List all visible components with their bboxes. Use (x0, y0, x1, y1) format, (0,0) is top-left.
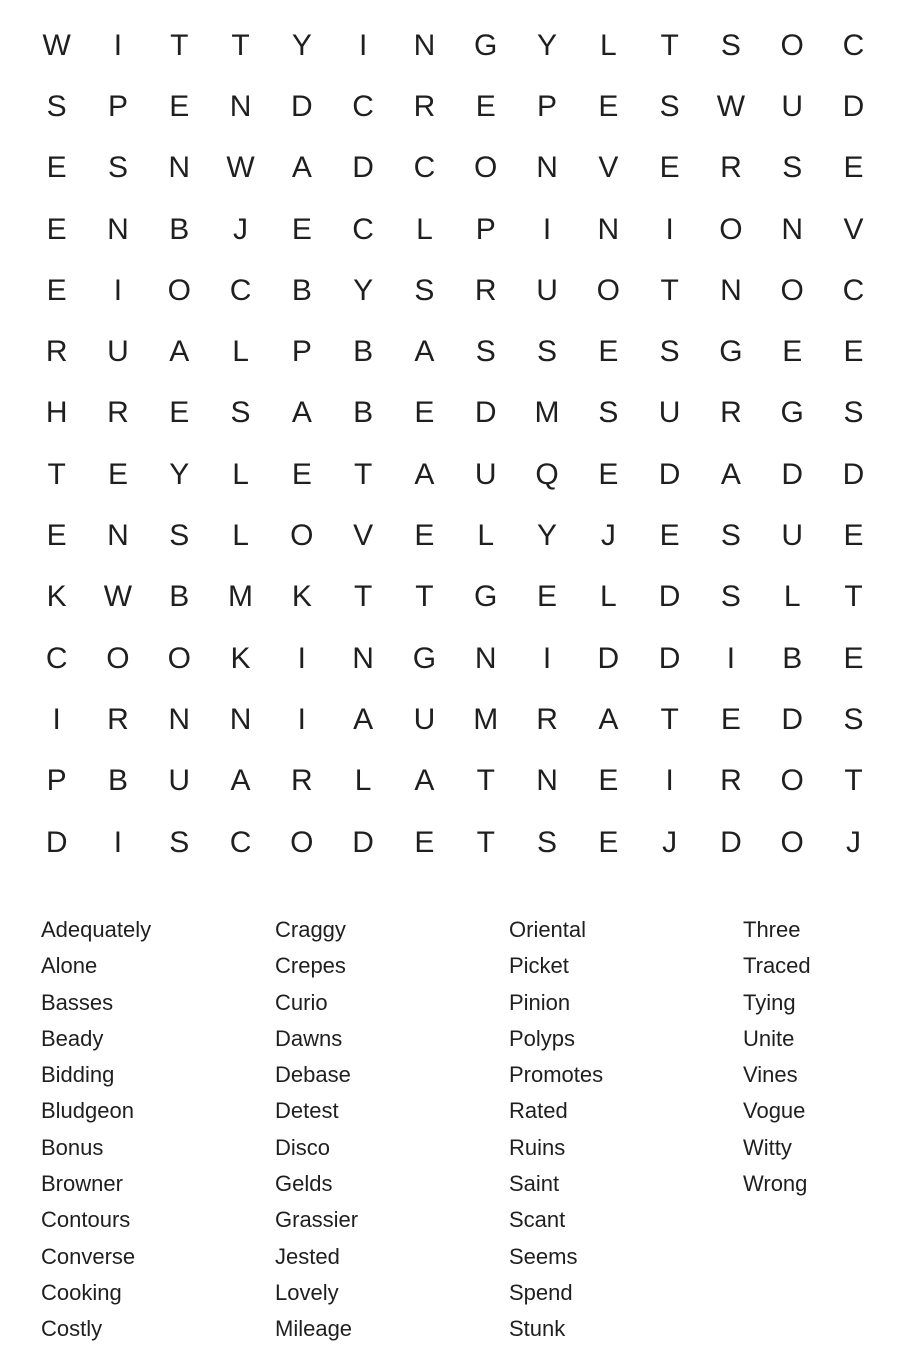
grid-cell[interactable]: E (169, 396, 190, 430)
grid-cell[interactable]: S (475, 335, 496, 369)
grid-cell[interactable]: B (291, 273, 312, 307)
grid-cell[interactable]: S (598, 396, 619, 430)
grid-cell[interactable]: E (46, 151, 67, 185)
grid-cell[interactable]: R (474, 273, 497, 307)
word-list-item: Converse (41, 1243, 136, 1269)
grid-cell[interactable]: N (474, 641, 497, 675)
grid-cell[interactable]: P (475, 212, 496, 246)
grid-cell[interactable]: N (781, 212, 804, 246)
grid-cell[interactable]: E (537, 580, 558, 614)
grid-cell[interactable]: R (291, 764, 313, 798)
grid-cell[interactable]: A (414, 764, 435, 798)
grid-cell[interactable]: S (230, 396, 251, 430)
word-list-item: Bidding (41, 1062, 115, 1088)
grid-cell[interactable]: S (843, 396, 864, 430)
grid-cell[interactable]: G (474, 580, 498, 614)
grid-cell[interactable]: N (168, 702, 191, 736)
grid-cell[interactable]: R (720, 764, 742, 798)
grid-cell[interactable]: M (228, 580, 254, 614)
grid-cell[interactable]: S (659, 335, 680, 369)
word-list (41, 912, 881, 1348)
grid-cell[interactable]: E (598, 89, 619, 123)
grid-cell[interactable]: E (291, 457, 312, 491)
grid-cell[interactable]: J (662, 825, 678, 859)
grid-cell[interactable]: I (726, 641, 736, 675)
grid-cell[interactable]: T (170, 28, 189, 62)
grid-cell[interactable]: T (476, 764, 495, 798)
grid-cell[interactable]: N (229, 89, 252, 123)
grid-cell[interactable]: O (474, 151, 498, 185)
grid-cell[interactable]: E (782, 335, 803, 369)
grid-cell[interactable]: S (720, 28, 741, 62)
grid-cell[interactable]: R (107, 396, 129, 430)
grid-cell[interactable]: E (46, 273, 67, 307)
grid-cell[interactable]: E (598, 335, 619, 369)
grid-cell[interactable]: R (413, 89, 436, 123)
word-list-item: Polyps (509, 1025, 576, 1051)
grid-cell[interactable]: G (474, 28, 498, 62)
grid-cell[interactable]: E (659, 151, 680, 185)
grid-cell[interactable]: Q (535, 457, 559, 491)
grid-cell[interactable]: D (781, 702, 804, 736)
grid-cell[interactable]: V (843, 212, 864, 246)
grid-cell[interactable]: I (665, 212, 674, 246)
grid-cell[interactable]: E (843, 151, 864, 185)
grid-cell[interactable]: N (168, 151, 191, 185)
grid-cell[interactable]: D (597, 641, 620, 675)
word-list-item: Three (743, 917, 801, 942)
grid-cell[interactable]: Y (537, 28, 558, 62)
grid-cell[interactable]: E (475, 89, 496, 123)
grid-cell[interactable]: H (45, 396, 68, 430)
grid-cell[interactable]: A (414, 335, 435, 369)
grid-cell[interactable]: B (782, 641, 803, 675)
grid-cell[interactable]: G (719, 335, 743, 369)
grid-cell[interactable]: K (291, 580, 312, 614)
grid-cell[interactable]: S (782, 151, 803, 185)
word-list-item: Mileage (275, 1316, 353, 1342)
grid-cell[interactable]: W (716, 89, 746, 123)
word-list-item: Curio (275, 989, 328, 1015)
grid-cell[interactable]: U (658, 396, 681, 430)
grid-cell[interactable]: C (842, 28, 865, 62)
grid-cell[interactable]: V (598, 151, 619, 185)
word-list-item: Jested (275, 1243, 340, 1269)
grid-cell[interactable]: S (414, 273, 435, 307)
word-list-item: Traced (743, 953, 811, 979)
word-list-column (41, 912, 275, 1348)
grid-cell[interactable]: C (229, 273, 252, 307)
grid-cell[interactable]: L (354, 764, 372, 798)
grid-cell[interactable]: W (226, 151, 255, 185)
grid-cell[interactable]: P (46, 764, 67, 798)
grid-cell[interactable]: I (113, 28, 123, 62)
grid-cell[interactable]: S (169, 519, 190, 553)
grid-cell[interactable]: T (415, 580, 434, 614)
word-list-item: Grassier (275, 1207, 359, 1233)
grid-cell[interactable]: T (353, 457, 373, 491)
grid-cell[interactable]: S (46, 89, 67, 123)
word-list-item: Alone (41, 953, 98, 979)
grid-cell[interactable]: B (169, 212, 190, 246)
grid-cell[interactable]: E (720, 702, 741, 736)
grid-cell[interactable]: O (780, 273, 804, 307)
word-list-item: Bonus (41, 1134, 104, 1160)
grid-cell[interactable]: T (47, 457, 66, 491)
grid-cell[interactable]: G (780, 396, 804, 430)
grid-cell[interactable]: T (660, 273, 679, 307)
grid-cell[interactable]: E (843, 641, 864, 675)
grid-cell[interactable]: O (780, 764, 804, 798)
grid-cell[interactable]: M (473, 702, 499, 736)
grid-cell[interactable]: E (414, 825, 435, 859)
grid-cell[interactable]: K (46, 580, 67, 614)
grid-cell[interactable]: O (290, 825, 314, 859)
grid-cell[interactable]: Y (353, 273, 374, 307)
grid-cell[interactable]: L (232, 519, 249, 553)
word-list-item: Craggy (275, 917, 346, 942)
grid-cell[interactable]: D (352, 825, 374, 859)
grid-cell[interactable]: S (720, 580, 741, 614)
grid-cell[interactable]: A (414, 457, 435, 491)
grid-cell[interactable]: C (45, 641, 68, 675)
word-list-column (275, 912, 509, 1348)
grid-cell[interactable]: A (598, 702, 619, 736)
grid-cell[interactable]: T (353, 580, 373, 614)
word-list-item: Picket (509, 953, 569, 979)
word-list-item: Vines (743, 1062, 798, 1088)
grid-cell[interactable]: E (843, 519, 864, 553)
grid-cell[interactable]: D (291, 89, 313, 123)
grid-cell[interactable]: O (596, 273, 620, 307)
grid-cell[interactable]: A (291, 151, 312, 185)
grid-cell[interactable]: N (352, 641, 374, 675)
grid-cell[interactable]: D (45, 825, 68, 859)
grid-cell[interactable]: L (783, 580, 801, 614)
grid-cell[interactable]: O (719, 212, 743, 246)
grid-cell[interactable]: C (842, 273, 865, 307)
grid-cell[interactable]: O (290, 519, 314, 553)
grid-cell[interactable]: U (536, 273, 558, 307)
grid-cell[interactable]: A (230, 764, 251, 798)
word-list-item: Witty (743, 1134, 792, 1160)
word-list-item: Lovely (275, 1279, 339, 1305)
grid-cell[interactable]: L (599, 28, 617, 62)
word-list-item: Ruins (509, 1134, 566, 1160)
word-list-item: Saint (509, 1171, 560, 1197)
grid-cell[interactable]: I (542, 212, 552, 246)
grid-cell[interactable]: R (45, 335, 68, 369)
word-list-item: Scant (509, 1207, 566, 1233)
grid-cell[interactable]: U (413, 702, 436, 736)
grid-cell[interactable]: D (658, 580, 681, 614)
grid-cell[interactable]: T (844, 764, 863, 798)
grid-cell[interactable]: E (107, 457, 128, 491)
grid-cell[interactable]: I (358, 28, 368, 62)
grid-cell[interactable]: Y (169, 457, 190, 491)
word-list-item: Seems (509, 1243, 578, 1269)
grid-cell[interactable]: E (46, 212, 67, 246)
word-list-item: Oriental (509, 917, 587, 942)
grid-cell[interactable]: T (844, 580, 863, 614)
word-list-item: Adequately (41, 917, 152, 942)
grid-cell[interactable]: E (659, 519, 680, 553)
grid-cell[interactable]: E (414, 396, 435, 430)
grid-cell[interactable]: O (167, 273, 191, 307)
word-list-item: Contours (41, 1207, 131, 1233)
grid-cell[interactable]: U (168, 764, 191, 798)
word-list-item: Beady (41, 1025, 104, 1051)
word-list-item: Stunk (509, 1316, 566, 1342)
grid-cell[interactable]: T (660, 28, 679, 62)
word-list-item: Tying (743, 989, 796, 1015)
grid-cell[interactable]: J (233, 212, 249, 246)
grid-cell[interactable]: N (597, 212, 620, 246)
grid-cell[interactable]: D (842, 89, 865, 123)
grid-cell[interactable]: I (113, 825, 123, 859)
grid-cell[interactable]: C (413, 151, 436, 185)
grid-cell[interactable]: T (476, 825, 495, 859)
grid-cell[interactable]: S (537, 335, 558, 369)
grid-cell[interactable]: A (720, 457, 741, 491)
word-list-item: Costly (41, 1316, 103, 1342)
grid-cell[interactable]: D (658, 457, 681, 491)
grid-cell[interactable]: L (477, 519, 495, 553)
grid-cell[interactable]: L (232, 335, 249, 369)
grid-cell[interactable]: T (231, 28, 250, 62)
grid-cell[interactable]: N (536, 764, 558, 798)
grid-cell[interactable]: C (352, 89, 374, 123)
grid-cell[interactable]: G (412, 641, 437, 675)
word-list-item: Debase (275, 1062, 351, 1088)
word-list-item: Crepes (275, 953, 346, 979)
grid-cell[interactable]: A (353, 702, 374, 736)
grid-cell[interactable]: R (107, 702, 129, 736)
grid-cell[interactable]: A (169, 335, 190, 369)
grid-cell[interactable]: O (780, 825, 804, 859)
grid-cell[interactable]: W (103, 580, 133, 614)
grid-cell[interactable]: I (665, 764, 674, 798)
letter-grid (26, 15, 884, 873)
grid-cell[interactable]: S (659, 89, 680, 123)
grid-cell[interactable]: B (353, 335, 374, 369)
grid-cell[interactable]: E (843, 335, 864, 369)
grid-cell[interactable]: E (46, 519, 67, 553)
word-list-item: Vogue (743, 1098, 806, 1124)
grid-cell[interactable]: I (542, 641, 552, 675)
grid-cell[interactable]: L (416, 212, 433, 246)
grid-cell[interactable]: I (297, 641, 306, 675)
grid-cell[interactable]: R (720, 396, 742, 430)
grid-cell[interactable]: S (169, 825, 190, 859)
grid-cell[interactable]: I (113, 273, 123, 307)
grid-cell[interactable]: D (781, 457, 804, 491)
grid-cell[interactable]: S (107, 151, 128, 185)
grid-cell[interactable]: V (353, 519, 374, 553)
word-list-item: Unite (743, 1025, 795, 1051)
grid-cell[interactable]: E (598, 825, 619, 859)
grid-cell[interactable]: N (720, 273, 742, 307)
word-list-item: Basses (41, 989, 114, 1015)
grid-cell[interactable]: C (352, 212, 374, 246)
grid-cell[interactable]: E (598, 764, 619, 798)
grid-cell[interactable]: N (229, 702, 252, 736)
word-list-item: Spend (509, 1279, 573, 1305)
grid-cell[interactable]: Y (291, 28, 312, 62)
grid-cell[interactable]: S (720, 519, 741, 553)
grid-cell[interactable]: J (600, 519, 616, 553)
grid-cell[interactable]: W (42, 28, 71, 62)
grid-cell[interactable]: E (291, 212, 312, 246)
grid-cell[interactable]: D (842, 457, 865, 491)
grid-cell[interactable]: B (169, 580, 190, 614)
grid-cell[interactable]: D (658, 641, 681, 675)
grid-cell[interactable]: R (720, 151, 742, 185)
grid-cell[interactable]: A (291, 396, 312, 430)
grid-cell[interactable]: T (660, 702, 679, 736)
grid-cell[interactable]: P (291, 335, 312, 369)
grid-cell[interactable]: O (780, 28, 804, 62)
grid-cell[interactable]: O (106, 641, 130, 675)
grid-cell[interactable]: O (167, 641, 191, 675)
grid-cell[interactable]: E (414, 519, 435, 553)
word-list-column (509, 912, 743, 1348)
grid-cell[interactable]: E (598, 457, 619, 491)
word-list-item: Gelds (275, 1171, 333, 1197)
grid-cell[interactable]: P (537, 89, 558, 123)
grid-cell[interactable]: S (537, 825, 558, 859)
word-list-item: Detest (275, 1098, 339, 1124)
grid-cell[interactable]: U (107, 335, 129, 369)
grid-cell[interactable]: U (781, 89, 804, 123)
grid-cell[interactable]: I (52, 702, 61, 736)
grid-cell[interactable]: N (107, 519, 129, 553)
word-list-item: Browner (41, 1171, 123, 1197)
grid-cell[interactable]: S (843, 702, 864, 736)
grid-cell[interactable]: I (297, 702, 306, 736)
grid-cell[interactable]: J (846, 825, 861, 859)
word-list-item: Bludgeon (41, 1098, 134, 1124)
grid-cell[interactable]: R (536, 702, 558, 736)
word-list-item: Wrong (743, 1171, 808, 1197)
grid-cell[interactable]: P (107, 89, 128, 123)
word-list-item: Disco (275, 1134, 331, 1160)
grid-cell[interactable]: D (474, 396, 497, 430)
word-list-column (743, 912, 883, 1348)
word-list-item: Cooking (41, 1279, 122, 1305)
grid-cell[interactable]: B (353, 396, 374, 430)
grid-cell[interactable]: U (781, 519, 804, 553)
grid-cell[interactable]: B (107, 764, 128, 798)
grid-cell[interactable]: L (599, 580, 617, 614)
grid-cell[interactable]: D (720, 825, 742, 859)
grid-cell[interactable]: M (534, 396, 560, 430)
grid-cell[interactable]: N (536, 151, 558, 185)
word-list-item: Promotes (509, 1062, 604, 1088)
word-list-item: Rated (509, 1098, 568, 1124)
grid-cell[interactable]: U (474, 457, 497, 491)
grid-cell[interactable]: K (230, 641, 251, 675)
grid-cell[interactable]: C (229, 825, 252, 859)
grid-cell[interactable]: Y (537, 519, 558, 553)
word-list-item: Dawns (275, 1025, 343, 1051)
grid-cell[interactable]: N (107, 212, 129, 246)
grid-cell[interactable]: L (232, 457, 249, 491)
grid-cell[interactable]: D (352, 151, 374, 185)
grid-cell[interactable]: N (413, 28, 436, 62)
grid-cell[interactable]: E (169, 89, 190, 123)
word-list-item: Pinion (509, 989, 571, 1015)
